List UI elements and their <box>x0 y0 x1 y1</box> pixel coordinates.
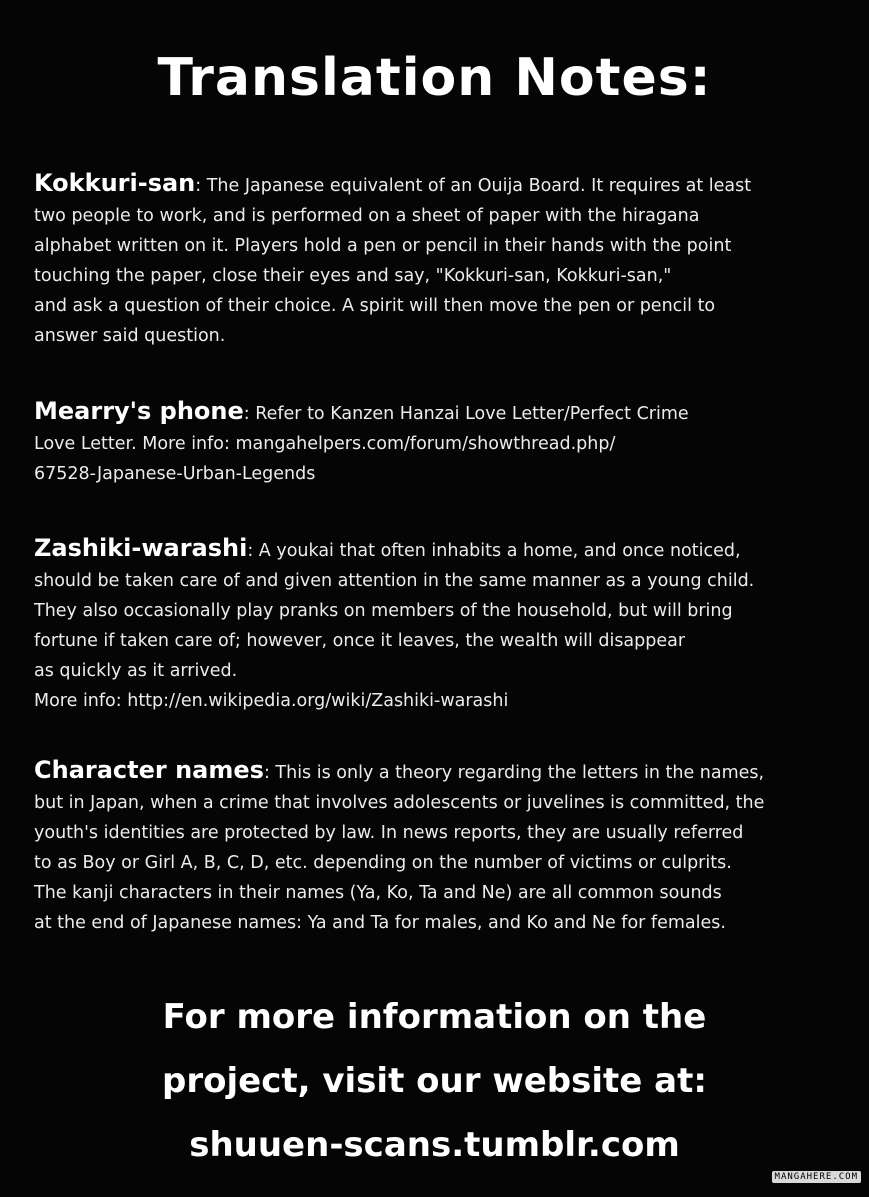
note-line: should be taken care of and given attention in the same manner as a young child. <box>34 571 755 591</box>
note-line <box>34 533 844 566</box>
note-line: at the end of Japanese names: Ya and Ta for males, and Ko and Ne for females. <box>34 913 726 933</box>
note-line: answer said question. <box>34 326 226 346</box>
note-mearrys-phone <box>34 396 844 489</box>
note-text: : This is only a theory regarding the letters in the names, <box>263 763 765 783</box>
website-footer <box>0 985 869 1177</box>
note-kokkuri-san <box>34 168 844 351</box>
note-line: fortune if taken care of; however, once it leaves, the wealth will disappear <box>34 631 686 651</box>
note-term: Zashiki-warashi <box>34 534 248 562</box>
page-title: Translation Notes: <box>157 48 712 108</box>
watermark-logo: MANGAHERE.COM <box>772 1171 861 1183</box>
note-line: touching the paper, close their eyes and say, "Kokkuri-san, Kokkuri-san," <box>34 266 672 286</box>
note-line: as quickly as it arrived. <box>34 661 238 681</box>
note-line: The kanji characters in their names (Ya, Ko, Ta and Ne) are all common sounds <box>34 883 722 903</box>
note-text: : Refer to Kanzen Hanzai Love Letter/Perfect Crime <box>243 404 689 424</box>
note-term: Kokkuri-san <box>34 169 196 197</box>
note-term: Character names <box>34 756 264 784</box>
note-text: : A youkai that often inhabits a home, and once noticed, <box>247 541 741 561</box>
note-line: 67528-Japanese-Urban-Legends <box>34 464 316 484</box>
note-character-names <box>34 755 844 938</box>
note-line: alphabet written on it. Players hold a pen or pencil in their hands with the point <box>34 236 732 256</box>
note-zashiki-warashi <box>34 533 844 716</box>
note-line <box>34 755 844 788</box>
note-line <box>34 168 844 201</box>
note-line: but in Japan, when a crime that involves adolescents or juvelines is committed, the <box>34 793 765 813</box>
note-line: Love Letter. More info: mangahelpers.com/forum/showthread.php/ <box>34 434 616 454</box>
footer-line: For more information on the <box>162 997 707 1037</box>
note-term: Mearry's phone <box>34 397 244 425</box>
note-line <box>34 396 844 429</box>
note-line: More info: http://en.wikipedia.org/wiki/Zashiki-warashi <box>34 691 509 711</box>
note-line: youth's identities are protected by law. In news reports, they are usually referred <box>34 823 744 843</box>
note-line: two people to work, and is performed on a sheet of paper with the hiragana <box>34 206 700 226</box>
note-line: to as Boy or Girl A, B, C, D, etc. depending on the number of victims or culprits. <box>34 853 732 873</box>
website-url: shuuen-scans.tumblr.com <box>189 1125 680 1165</box>
note-line: They also occasionally play pranks on members of the household, but will bring <box>34 601 733 621</box>
note-line: and ask a question of their choice. A spirit will then move the pen or pencil to <box>34 296 716 316</box>
footer-line: project, visit our website at: <box>162 1061 707 1101</box>
note-text: : The Japanese equivalent of an Ouija Board. It requires at least <box>195 176 752 196</box>
